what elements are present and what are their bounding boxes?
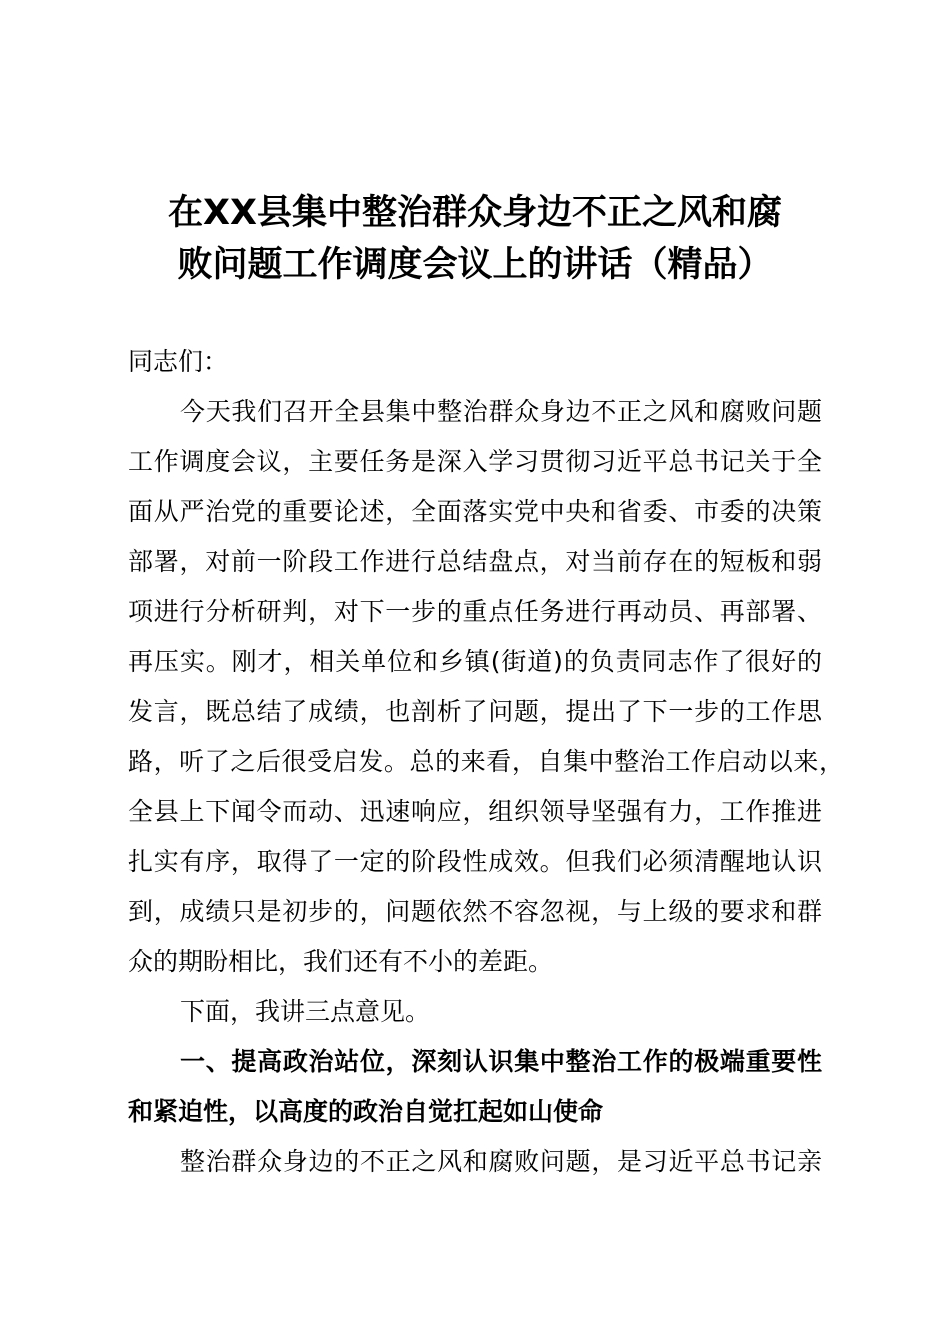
paragraph-line: 发言，既总结了成绩，也剖析了问题，提出了下一步的工作思 [128, 697, 822, 726]
paragraph-line: 工作调度会议，主要任务是深入学习贯彻习近平总书记关于全 [128, 447, 822, 476]
heading-line: 一、提高政治站位，深刻认识集中整治工作的极端重要性 [180, 1047, 822, 1076]
paragraph-line: 路，听了之后很受启发。总的来看，自集中整治工作启动以来， [128, 747, 844, 776]
paragraph-line: 项进行分析研判，对下一步的重点任务进行再动员、再部署、 [128, 597, 822, 626]
paragraph-line: 扎实有序，取得了一定的阶段性成效。但我们必须清醒地认识 [128, 847, 822, 876]
paragraph-line: 部署，对前一阶段工作进行总结盘点，对当前存在的短板和弱 [128, 547, 822, 576]
paragraph-line: 今天我们召开全县集中整治群众身边不正之风和腐败问题 [180, 397, 822, 426]
paragraph-line: 再压实。刚才，相关单位和乡镇(街道)的负责同志作了很好的 [128, 647, 822, 676]
paragraph-line: 整治群众身边的不正之风和腐败问题，是习近平总书记亲 [180, 1147, 822, 1176]
paragraph-transition: 下面，我讲三点意见。 [180, 997, 431, 1026]
title-line: 败问题工作调度会议上的讲话（精品） [177, 245, 773, 285]
title-line: 在XX县集中整治群众身边不正之风和腐 [168, 193, 782, 233]
paragraph-line: 众的期盼相比，我们还有不小的差距。 [128, 947, 554, 976]
paragraph-line: 面从严治党的重要论述，全面落实党中央和省委、市委的决策 [128, 497, 822, 526]
paragraph-line: 到，成绩只是初步的，问题依然不容忽视，与上级的要求和群 [128, 897, 822, 926]
salutation: 同志们： [128, 347, 229, 376]
heading-line: 和紧迫性，以高度的政治自觉扛起如山使命 [128, 1097, 604, 1126]
paragraph-line: 全县上下闻令而动、迅速响应，组织领导坚强有力，工作推进 [128, 797, 822, 826]
